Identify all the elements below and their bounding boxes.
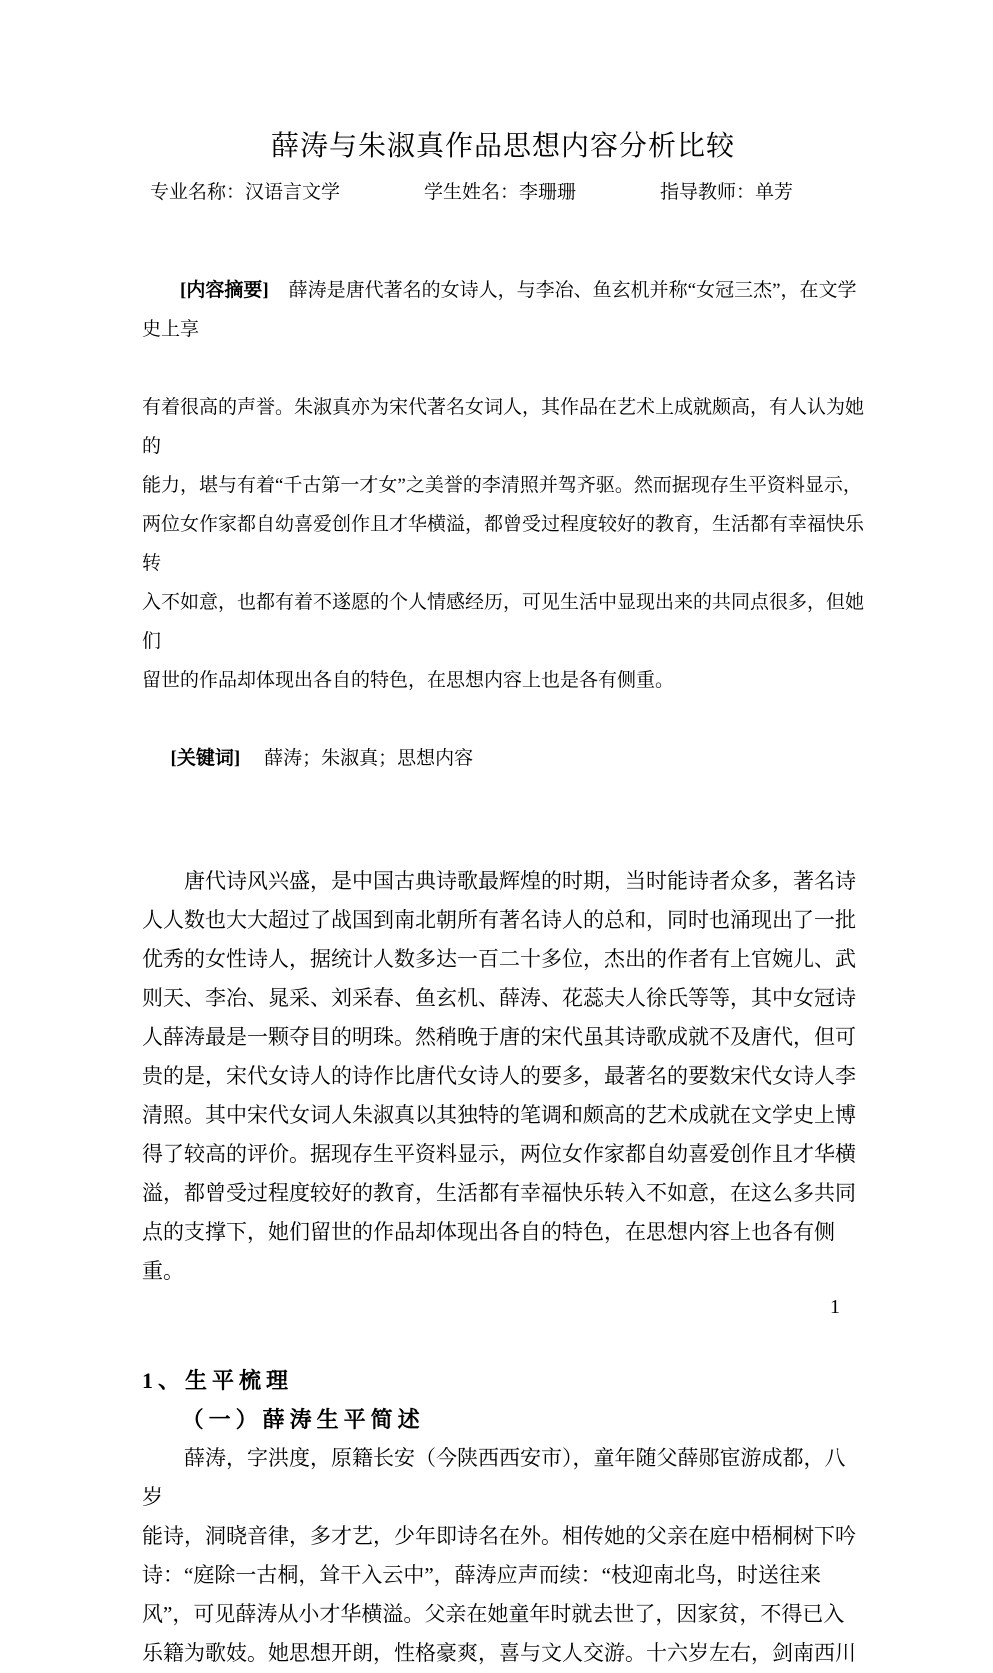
abstract-first-line-text: 薛涛是唐代著名的女诗人，与李冶、鱼玄机并称“女冠三杰”，在文学史上享 — [142, 280, 857, 340]
text-line: 则天、李冶、晁采、刘采春、鱼玄机、薛涛、花蕊夫人徐氏等等，其中女冠诗 — [142, 986, 856, 1010]
text-line: 点的支撑下，她们留世的作品却体现出各自的特色，在思想内容上也各有侧重。 — [142, 1220, 835, 1283]
abstract-rest-lines — [142, 388, 864, 700]
page-number: 1 — [830, 1296, 840, 1318]
text-line: 唐代诗风兴盛，是中国古典诗歌最辉煌的时期，当时能诗者众多，著名诗 — [184, 869, 856, 893]
abstract-first-line — [142, 232, 864, 388]
text-line: 有着很高的声誉。朱淑真亦为宋代著名女词人，其作品在艺术上成就颇高，有人认为她的 — [142, 397, 865, 457]
text-line: 风”，可见薛涛从小才华横溢。父亲在她童年时就去世了，因家贫，不得已入 — [142, 1602, 845, 1626]
advisor-field: 指导教师：单芳 — [660, 182, 794, 203]
student-name-field: 学生姓名：李珊珊 — [424, 182, 577, 203]
text-line: 人人数也大大超过了战国到南北朝所有著名诗人的总和，同时也涌现出了一批 — [142, 908, 856, 932]
text-line: 诗：“庭除一古桐，耸干入云中”，薛涛应声而续：“枝迎南北鸟，时送往来 — [142, 1563, 821, 1587]
text-line: 入不如意，也都有着不遂愿的个人情感经历，可见生活中显现出来的共同点很多，但她们 — [142, 592, 865, 652]
text-line: 清照。其中宋代女词人朱淑真以其独特的笔调和颇高的艺术成就在文学史上博 — [142, 1103, 856, 1127]
abstract-label: [内容摘要] — [180, 280, 269, 301]
major-field: 专业名称：汉语言文学 — [150, 182, 341, 203]
text-line: 人薛涛最是一颗夺目的明珠。然稍晚于唐的宋代虽其诗歌成就不及唐代，但可 — [142, 1025, 856, 1049]
text-line: 优秀的女性诗人，据统计人数多达一百二十多位，杰出的作者有上官婉儿、武 — [142, 947, 856, 971]
keywords-text: 薛涛；朱淑真；思想内容 — [264, 748, 474, 769]
text-line: 薛涛，字洪度，原籍长安（今陕西西安市），童年随父薛郧宦游成都，八岁 — [142, 1446, 846, 1509]
text-line: 乐籍为歌妓。她思想开朗，性格豪爽，喜与文人交游。十六岁左右，剑南西川 — [142, 1641, 856, 1665]
keywords-line — [142, 700, 864, 817]
text-line: 得了较高的评价。据现存生平资料显示，两位女作家都自幼喜爱创作且才华横 — [142, 1142, 856, 1166]
text-line: 能力，堪与有着“千古第一才女”之美誉的李清照并驾齐驱。然而据现存生平资料显示， — [142, 475, 862, 496]
text-line: 贵的是，宋代女诗人的诗作比唐代女诗人的要多，最著名的要数宋代女诗人李 — [142, 1064, 856, 1088]
text-line: 能诗，洞晓音律，多才艺，少年即诗名在外。相传她的父亲在庭中梧桐树下吟 — [142, 1524, 856, 1548]
text-line: 两位女作家都自幼喜爱创作且才华横溢，都曾受过程度较好的教育，生活都有幸福快乐转 — [142, 514, 865, 574]
text-line: 溢，都曾受过程度较好的教育，生活都有幸福快乐转入不如意，在这么多共同 — [142, 1181, 856, 1205]
body-paragraph-1 — [142, 862, 864, 1291]
body-paragraph-2 — [142, 1439, 864, 1673]
keywords-label: [关键词] — [170, 748, 241, 769]
page-content — [142, 128, 864, 1673]
abstract-section — [142, 232, 864, 700]
section-heading-1-1: （一）薛涛生平简述 — [181, 1407, 425, 1432]
section-heading-1: 1、生平梳理 — [142, 1368, 294, 1393]
author-info-line — [142, 180, 864, 206]
page-title: 薛涛与朱淑真作品思想内容分析比较 — [270, 131, 735, 162]
text-line: 留世的作品却体现出各自的特色，在思想内容上也是各有侧重。 — [142, 670, 675, 691]
